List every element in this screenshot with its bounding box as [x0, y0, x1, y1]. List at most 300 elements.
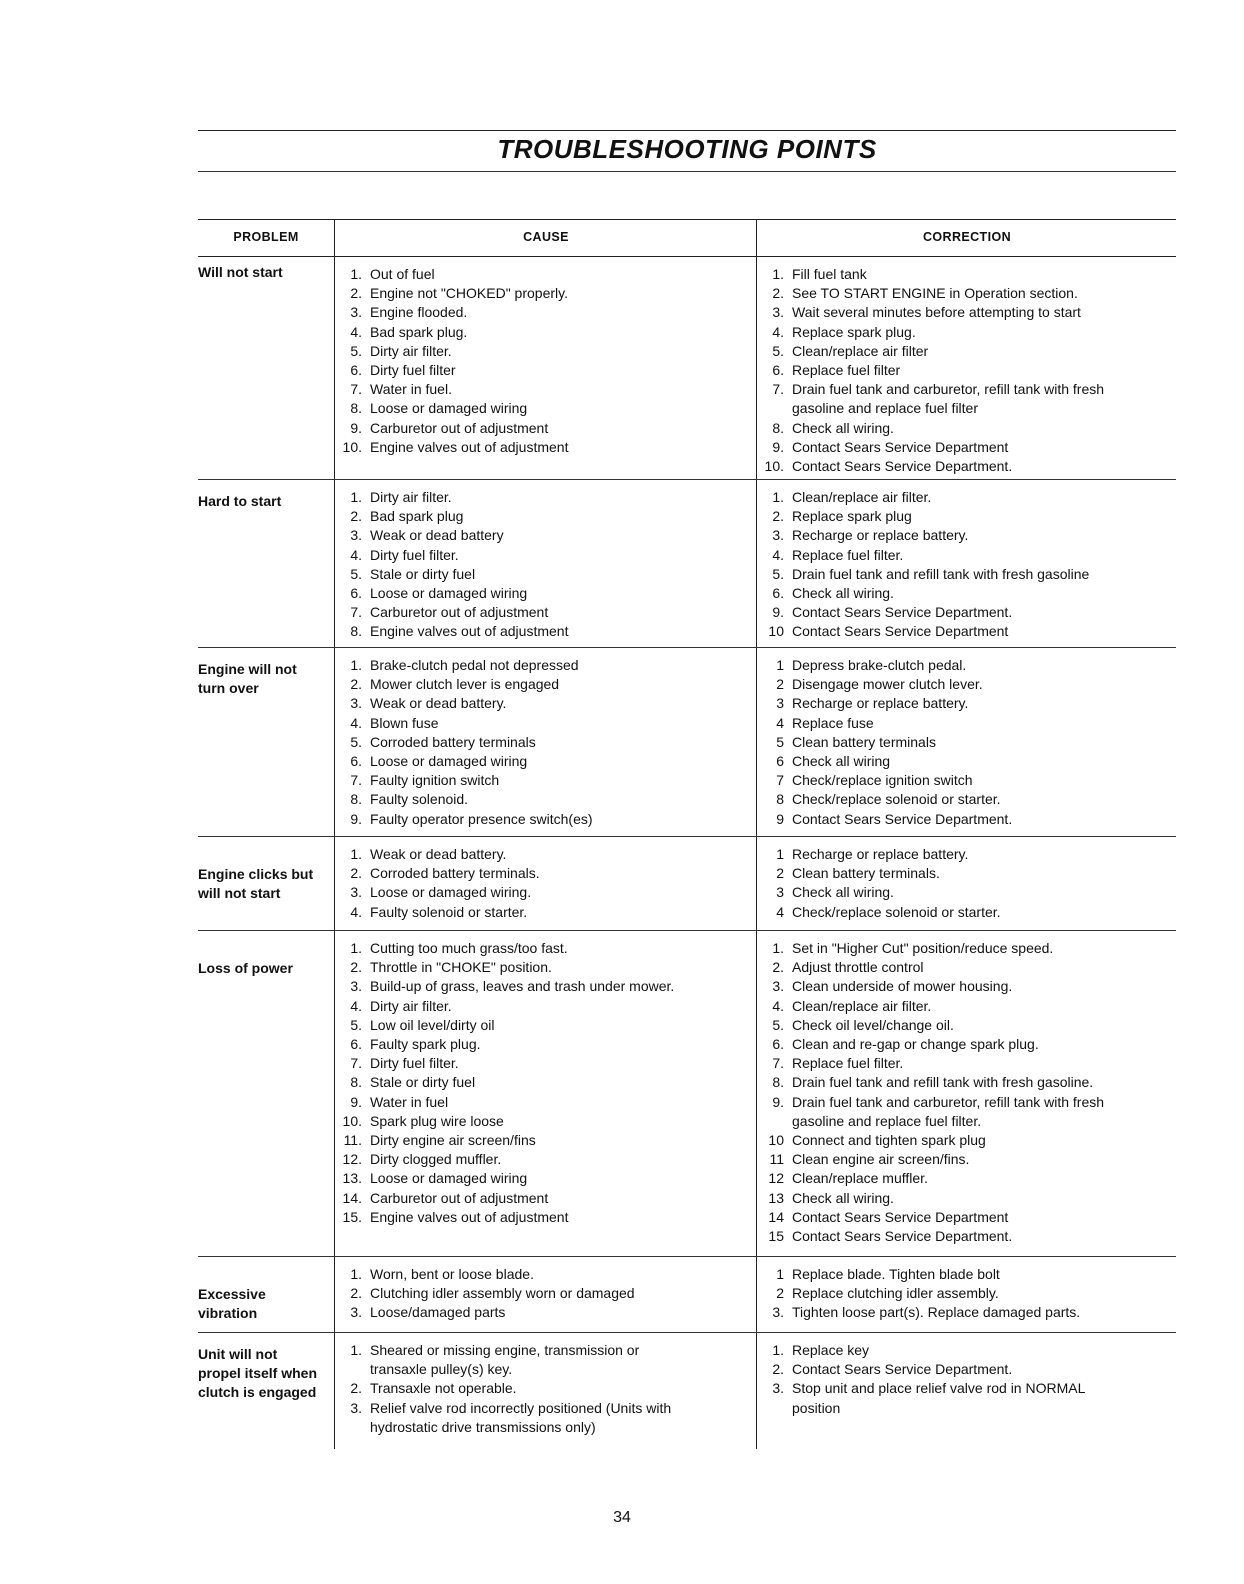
- cause-number: 2.: [350, 959, 362, 976]
- correction-item: [750, 810, 1176, 829]
- correction-item: [750, 361, 1176, 380]
- cause-text: Weak or dead battery.: [370, 695, 507, 712]
- cause-text: Dirty air filter.: [370, 997, 452, 1014]
- correction-number: 6: [776, 753, 784, 770]
- cause-item: [328, 1208, 748, 1227]
- correction-item: [750, 1054, 1176, 1073]
- correction-text: Replace fuel filter.: [792, 546, 904, 563]
- cause-number: 3.: [350, 527, 362, 544]
- correction-item: [750, 265, 1176, 284]
- cause-text: Corroded battery terminals.: [370, 865, 540, 882]
- cause-number: 5.: [350, 1016, 362, 1033]
- cause-item: [328, 771, 748, 790]
- correction-number: 3: [776, 884, 784, 901]
- correction-text: Contact Sears Service Department: [792, 1208, 1009, 1225]
- correction-text: Clean/replace muffler.: [792, 1170, 928, 1187]
- correction-text: Contact Sears Service Department: [792, 438, 1009, 455]
- cause-number: 2.: [350, 1380, 362, 1397]
- correction-item: [750, 342, 1176, 361]
- correction-text: Drain fuel tank and refill tank with fresh gasoline.: [792, 1074, 1094, 1091]
- cause-text: Build-up of grass, leaves and trash under mower.: [370, 978, 675, 995]
- cause-item: [328, 1035, 748, 1054]
- correction-item: [750, 903, 1176, 922]
- problem-section: [198, 1257, 1176, 1333]
- cause-item: [328, 656, 748, 675]
- cause-number: 5.: [350, 565, 362, 582]
- cause-text: Engine not "CHOKED" properly.: [370, 285, 568, 302]
- cause-text: Clutching idler assembly worn or damaged: [370, 1285, 635, 1302]
- correction-item: [750, 752, 1176, 771]
- correction-item: [750, 733, 1176, 752]
- correction-number: 8.: [772, 419, 784, 436]
- correction-number: 10: [768, 1132, 784, 1149]
- correction-item: [750, 771, 1176, 790]
- cause-number: 1.: [350, 1266, 362, 1282]
- correction-number: 3.: [772, 1380, 784, 1397]
- correction-number: 4: [776, 903, 784, 920]
- correction-list: [750, 939, 1176, 1246]
- problem-section: [198, 648, 1176, 837]
- cause-item: [328, 790, 748, 809]
- correction-list: [750, 845, 1176, 922]
- correction-text: Set in "Higher Cut" position/reduce speed.: [792, 940, 1054, 956]
- correction-item: [750, 1016, 1176, 1035]
- cause-number: 3.: [350, 1399, 362, 1416]
- correction-text: Clean/replace air filter.: [792, 489, 932, 505]
- correction-number: 2.: [772, 959, 784, 976]
- correction-text: See TO START ENGINE in Operation section.: [792, 285, 1078, 302]
- cause-number: 3.: [350, 978, 362, 995]
- correction-text: Clean battery terminals: [792, 733, 936, 750]
- cause-item: [328, 1379, 748, 1398]
- correction-item: [750, 1227, 1176, 1246]
- correction-item: [750, 1208, 1176, 1227]
- correction-item: [750, 958, 1176, 977]
- correction-item: [750, 694, 1176, 713]
- cause-text: Faulty solenoid.: [370, 791, 469, 808]
- table-header: [198, 219, 1176, 257]
- cause-item: [328, 810, 748, 829]
- correction-number: 8: [776, 791, 784, 808]
- cause-text: Transaxle not operable.: [370, 1380, 517, 1397]
- cause-text: Dirty engine air screen/fins: [370, 1132, 536, 1149]
- correction-item: [750, 864, 1176, 883]
- cause-text: Faulty spark plug.: [370, 1036, 481, 1053]
- correction-text: Check oil level/change oil.: [792, 1016, 954, 1033]
- cause-item: [328, 1093, 748, 1112]
- cause-item: [328, 323, 748, 342]
- correction-list: [750, 656, 1176, 829]
- cause-text: Engine flooded.: [370, 304, 468, 321]
- correction-number: 3.: [772, 1304, 784, 1321]
- cause-number: 4.: [350, 997, 362, 1014]
- correction-list: [750, 265, 1176, 476]
- cause-item: [328, 733, 748, 752]
- cause-list: [328, 1341, 748, 1437]
- cause-text: Loose or damaged wiring: [370, 753, 528, 770]
- cause-item: [328, 883, 748, 902]
- cause-item: [328, 507, 748, 526]
- cause-number: 6.: [350, 1036, 362, 1053]
- cause-item: [328, 845, 748, 864]
- cause-text: Low oil level/dirty oil: [370, 1016, 495, 1033]
- correction-list: [750, 488, 1176, 642]
- correction-number: 1: [776, 846, 784, 862]
- cause-text: Dirty air filter.: [370, 489, 452, 505]
- cause-text: Faulty operator presence switch(es): [370, 810, 593, 827]
- correction-item: [750, 883, 1176, 902]
- cause-item: [328, 488, 748, 507]
- problem-section: [198, 837, 1176, 931]
- cause-item: [328, 1073, 748, 1092]
- correction-item: [750, 284, 1176, 303]
- correction-number: 13: [768, 1189, 784, 1206]
- title-rule-top: [198, 130, 1176, 131]
- cause-number: 12.: [342, 1151, 362, 1168]
- cause-text: Relief valve rod incorrectly positioned (Units with hydrostatic drive transmissions only): [370, 1399, 672, 1435]
- cause-text: Carburetor out of adjustment: [370, 1189, 549, 1206]
- correction-number: 3: [776, 695, 784, 712]
- header-problem: PROBLEM: [233, 230, 299, 244]
- title-rule-bottom: [198, 171, 1176, 172]
- table-body: [198, 257, 1176, 1449]
- cause-list: [328, 265, 748, 457]
- cause-item: [328, 958, 748, 977]
- correction-number: 9.: [772, 438, 784, 455]
- correction-number: 1.: [772, 1342, 784, 1358]
- correction-text: Contact Sears Service Department.: [792, 1228, 1013, 1245]
- cause-text: Brake-clutch pedal not depressed: [370, 657, 579, 673]
- cause-number: 8.: [350, 1074, 362, 1091]
- correction-item: [750, 488, 1176, 507]
- cause-number: 2.: [350, 1285, 362, 1302]
- cause-text: Dirty fuel filter: [370, 362, 456, 379]
- cause-item: [328, 1169, 748, 1188]
- correction-number: 1.: [772, 266, 784, 282]
- cause-text: Engine valves out of adjustment: [370, 438, 569, 455]
- cause-text: Engine valves out of adjustment: [370, 1208, 569, 1225]
- correction-item: [750, 380, 1176, 418]
- correction-number: 12: [768, 1170, 784, 1187]
- cause-number: 10.: [342, 1112, 362, 1129]
- cause-text: Dirty clogged muffler.: [370, 1151, 502, 1168]
- cause-item: [328, 864, 748, 883]
- cause-number: 9.: [350, 1093, 362, 1110]
- cause-item: [328, 1112, 748, 1131]
- correction-number: 8.: [772, 1074, 784, 1091]
- correction-number: 7.: [772, 381, 784, 398]
- cause-number: 7.: [350, 381, 362, 398]
- cause-text: Worn, bent or loose blade.: [370, 1266, 534, 1282]
- cause-number: 1.: [350, 846, 362, 862]
- cause-text: Engine valves out of adjustment: [370, 623, 569, 640]
- correction-number: 9.: [772, 604, 784, 621]
- cause-number: 9.: [350, 810, 362, 827]
- cause-number: 1.: [350, 489, 362, 505]
- cause-item: [328, 939, 748, 958]
- cause-text: Bad spark plug.: [370, 323, 468, 340]
- cause-text: Corroded battery terminals: [370, 733, 536, 750]
- correction-text: Contact Sears Service Department.: [792, 810, 1013, 827]
- cause-text: Spark plug wire loose: [370, 1112, 504, 1129]
- correction-text: Clean and re-gap or change spark plug.: [792, 1036, 1039, 1053]
- correction-text: Replace clutching idler assembly.: [792, 1285, 999, 1302]
- cause-text: Loose or damaged wiring.: [370, 884, 532, 901]
- cause-text: Mower clutch lever is engaged: [370, 676, 560, 693]
- correction-number: 6.: [772, 1036, 784, 1053]
- correction-text: Clean/replace air filter.: [792, 997, 932, 1014]
- correction-item: [750, 323, 1176, 342]
- cause-number: 2.: [350, 285, 362, 302]
- cause-number: 1.: [350, 266, 362, 282]
- problem-label: Excessive vibration: [198, 1286, 266, 1322]
- header-cause: CAUSE: [523, 230, 569, 244]
- cause-number: 1.: [350, 1342, 362, 1358]
- correction-number: 9.: [772, 1093, 784, 1110]
- correction-item: [750, 1284, 1176, 1303]
- cause-number: 14.: [342, 1189, 362, 1206]
- cause-text: Out of fuel: [370, 266, 435, 282]
- cause-number: 15.: [342, 1208, 362, 1225]
- cause-item: [328, 565, 748, 584]
- cause-number: 8.: [350, 623, 362, 640]
- correction-item: [750, 1360, 1176, 1379]
- cause-item: [328, 997, 748, 1016]
- problem-label: Loss of power: [198, 960, 293, 976]
- correction-text: Check all wiring.: [792, 1189, 894, 1206]
- correction-number: 3.: [772, 304, 784, 321]
- correction-number: 2.: [772, 285, 784, 302]
- correction-item: [750, 1150, 1176, 1169]
- correction-text: Contact Sears Service Department: [792, 623, 1009, 640]
- correction-item: [750, 1131, 1176, 1150]
- correction-text: Wait several minutes before attempting to start: [792, 304, 1081, 321]
- problem-label: Hard to start: [198, 493, 282, 509]
- cause-number: 8.: [350, 400, 362, 417]
- cause-item: [328, 694, 748, 713]
- page-title: TROUBLESHOOTING POINTS: [497, 134, 877, 164]
- cause-number: 3.: [350, 695, 362, 712]
- correction-text: Drain fuel tank and refill tank with fresh gasoline: [792, 565, 1090, 582]
- cause-item: [328, 303, 748, 322]
- cause-item: [328, 361, 748, 380]
- correction-number: 6.: [772, 362, 784, 379]
- correction-text: Drain fuel tank and carburetor, refill tank with fresh gasoline and replace fuel filter: [792, 381, 1105, 417]
- correction-item: [750, 1379, 1176, 1417]
- correction-text: Contact Sears Service Department.: [792, 604, 1013, 621]
- problem-label: Engine clicks but will not start: [198, 866, 314, 902]
- correction-text: Check all wiring.: [792, 585, 894, 602]
- correction-number: 1: [776, 657, 784, 673]
- correction-text: Check/replace solenoid or starter.: [792, 903, 1001, 920]
- cause-number: 10.: [342, 438, 362, 455]
- correction-number: 11: [769, 1151, 784, 1168]
- cause-number: 3.: [350, 884, 362, 901]
- cause-text: Dirty fuel filter.: [370, 1055, 459, 1072]
- cause-text: Loose or damaged wiring: [370, 400, 528, 417]
- correction-number: 9: [776, 810, 784, 827]
- cause-number: 7.: [350, 604, 362, 621]
- cause-item: [328, 1131, 748, 1150]
- correction-text: Recharge or replace battery.: [792, 846, 969, 862]
- cause-number: 3.: [350, 304, 362, 321]
- correction-text: Check all wiring.: [792, 419, 894, 436]
- cause-item: [328, 903, 748, 922]
- problem-section: [198, 931, 1176, 1257]
- cause-item: [328, 438, 748, 457]
- correction-item: [750, 419, 1176, 438]
- correction-text: Replace spark plug.: [792, 323, 916, 340]
- cause-list: [328, 1265, 748, 1323]
- cause-number: 3.: [350, 1304, 362, 1321]
- problem-label: Unit will not propel itself when clutch is engaged: [198, 1346, 318, 1401]
- correction-item: [750, 714, 1176, 733]
- correction-number: 5.: [772, 342, 784, 359]
- correction-number: 15: [768, 1228, 784, 1245]
- cause-item: [328, 752, 748, 771]
- correction-item: [750, 438, 1176, 457]
- cause-number: 4.: [350, 323, 362, 340]
- correction-item: [750, 656, 1176, 675]
- cause-item: [328, 265, 748, 284]
- cause-item: [328, 1284, 748, 1303]
- cause-text: Faulty ignition switch: [370, 772, 500, 789]
- cause-number: 5.: [350, 733, 362, 750]
- cause-item: [328, 526, 748, 545]
- correction-item: [750, 997, 1176, 1016]
- cause-text: Faulty solenoid or starter.: [370, 903, 528, 920]
- cause-text: Blown fuse: [370, 714, 439, 731]
- correction-item: [750, 1265, 1176, 1284]
- correction-text: Contact Sears Service Department.: [792, 1361, 1013, 1378]
- cause-item: [328, 399, 748, 418]
- correction-text: Stop unit and place relief valve rod in NORMAL position: [792, 1380, 1086, 1416]
- cause-number: 7.: [350, 772, 362, 789]
- correction-number: 10: [768, 623, 784, 640]
- correction-number: 4.: [772, 546, 784, 563]
- cause-item: [328, 1341, 748, 1379]
- correction-number: 1.: [772, 940, 784, 956]
- cause-number: 6.: [350, 753, 362, 770]
- correction-text: Clean battery terminals.: [792, 865, 940, 882]
- correction-text: Drain fuel tank and carburetor, refill tank with fresh gasoline and replace fuel filter.: [792, 1093, 1105, 1129]
- cause-number: 4.: [350, 903, 362, 920]
- correction-item: [750, 1093, 1176, 1131]
- cause-item: [328, 419, 748, 438]
- correction-text: Replace key: [792, 1342, 870, 1358]
- cause-text: Weak or dead battery: [370, 527, 504, 544]
- correction-item: [750, 790, 1176, 809]
- correction-text: Contact Sears Service Department.: [792, 458, 1013, 475]
- cause-number: 5.: [350, 342, 362, 359]
- correction-item: [750, 939, 1176, 958]
- correction-text: Replace fuel filter.: [792, 1055, 904, 1072]
- correction-text: Recharge or replace battery.: [792, 527, 969, 544]
- correction-list: [750, 1341, 1176, 1418]
- cause-text: Water in fuel.: [370, 381, 452, 398]
- cause-number: 7.: [350, 1055, 362, 1072]
- cause-number: 9.: [350, 419, 362, 436]
- correction-list: [750, 1265, 1176, 1323]
- cause-text: Loose or damaged wiring: [370, 1170, 528, 1187]
- cause-item: [328, 1399, 748, 1437]
- correction-text: Replace blade. Tighten blade bolt: [792, 1266, 1000, 1282]
- cause-number: 6.: [350, 362, 362, 379]
- correction-item: [750, 603, 1176, 622]
- cause-item: [328, 1265, 748, 1284]
- cause-text: Sheared or missing engine, transmission or transaxle pulley(s) key.: [370, 1342, 640, 1378]
- cause-item: [328, 714, 748, 733]
- cause-item: [328, 380, 748, 399]
- cause-item: [328, 603, 748, 622]
- cause-text: Loose/damaged parts: [370, 1304, 506, 1321]
- cause-item: [328, 584, 748, 603]
- correction-text: Adjust throttle control: [792, 959, 924, 976]
- correction-item: [750, 1073, 1176, 1092]
- cause-text: Carburetor out of adjustment: [370, 604, 549, 621]
- correction-text: Check all wiring.: [792, 884, 894, 901]
- correction-text: Depress brake-clutch pedal.: [792, 657, 967, 673]
- correction-item: [750, 565, 1176, 584]
- cause-text: Carburetor out of adjustment: [370, 419, 549, 436]
- correction-text: Replace fuse: [792, 714, 874, 731]
- correction-text: Connect and tighten spark plug: [792, 1132, 986, 1149]
- correction-number: 4.: [772, 323, 784, 340]
- correction-text: Recharge or replace battery.: [792, 695, 969, 712]
- correction-number: 5.: [772, 1016, 784, 1033]
- cause-item: [328, 342, 748, 361]
- problem-section: [198, 480, 1176, 648]
- cause-number: 2.: [350, 508, 362, 525]
- cause-item: [328, 1054, 748, 1073]
- cause-list: [328, 488, 748, 642]
- cause-list: [328, 845, 748, 922]
- correction-item: [750, 526, 1176, 545]
- correction-number: 2: [776, 676, 784, 693]
- correction-number: 2.: [772, 1361, 784, 1378]
- correction-number: 14: [768, 1208, 784, 1225]
- problem-label: Engine will not turn over: [198, 661, 297, 697]
- cause-text: Stale or dirty fuel: [370, 565, 476, 582]
- cause-text: Cutting too much grass/too fast.: [370, 940, 568, 956]
- correction-text: Disengage mower clutch lever.: [792, 676, 983, 693]
- cause-item: [328, 1150, 748, 1169]
- correction-number: 5.: [772, 565, 784, 582]
- cause-item: [328, 977, 748, 996]
- correction-number: 7: [776, 772, 784, 789]
- correction-text: Clean underside of mower housing.: [792, 978, 1013, 995]
- troubleshooting-table: [198, 219, 1176, 1449]
- correction-item: [750, 622, 1176, 641]
- cause-number: 8.: [350, 791, 362, 808]
- cause-text: Throttle in "CHOKE" position.: [370, 959, 552, 976]
- correction-text: Check all wiring: [792, 753, 891, 770]
- correction-item: [750, 1189, 1176, 1208]
- cause-text: Bad spark plug: [370, 508, 464, 525]
- cause-item: [328, 1303, 748, 1322]
- correction-item: [750, 457, 1176, 476]
- correction-item: [750, 1169, 1176, 1188]
- correction-text: Replace spark plug: [792, 508, 912, 525]
- cause-number: 1.: [350, 940, 362, 956]
- correction-text: Replace fuel filter: [792, 362, 901, 379]
- cause-number: 6.: [350, 585, 362, 602]
- correction-text: Clean/replace air filter: [792, 342, 929, 359]
- cause-number: 2.: [350, 865, 362, 882]
- correction-item: [750, 546, 1176, 565]
- cause-text: Loose or damaged wiring: [370, 585, 528, 602]
- cause-number: 4.: [350, 714, 362, 731]
